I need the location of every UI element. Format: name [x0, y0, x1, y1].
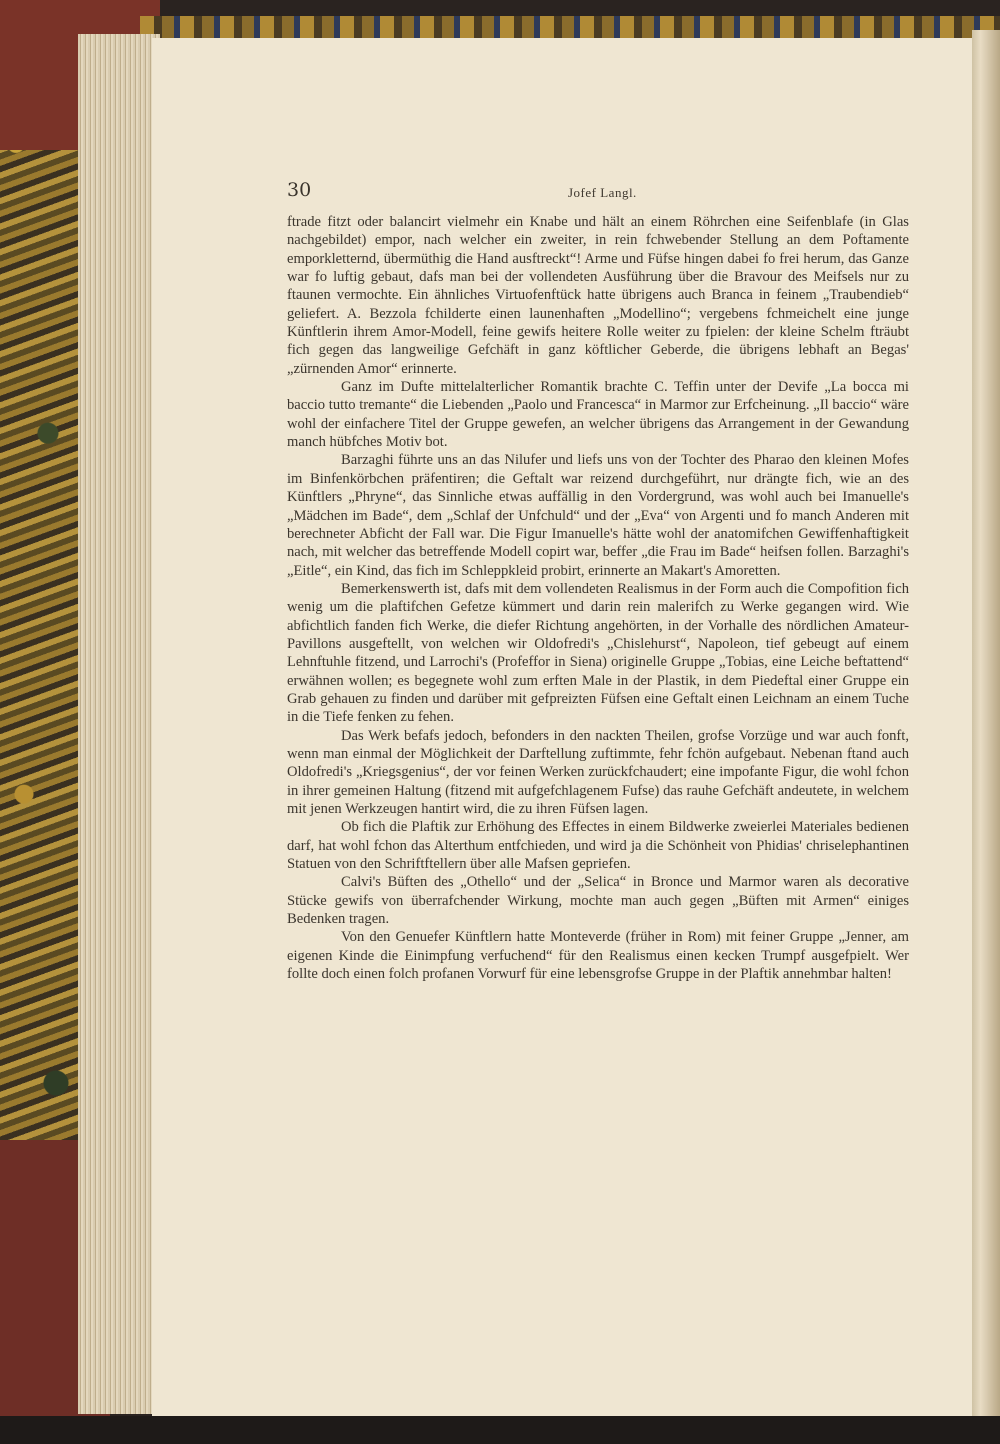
paragraph: Bemerkenswerth ist, dafs mit dem vollendeten Realismus in der Form auch die Compofition fich wenig um die plaftifchen Gefetze kümmert und darin rein malerifch zu Werke gegangen wird. Wie abfichtlich fanden fich Werke, die diefer Richtung angehörten, in der Vorhalle des nördlichen Amateur-Pavillons ausgeftellt, von welchen wir Oldofredi's „Chislehurst“, Napoleon, tief gebeugt auf einem Lehnftuhle fitzend, und Larrochi's (Profeffor in Siena) originelle Gruppe „Tobias, eine Leiche beftattend“ erwähnen wollen; es begegnete wohl zum erften Male in der Plastik, in dem Piedeftal einer Gruppe ein Grab gehauen zu finden und darüber mit gefpreizten Füfsen eine Geftalt einen Leichnam an einem Tuche in die Tiefe fenken zu fehen. — [287, 580, 909, 726]
facing-page-edge — [972, 30, 1000, 1444]
paragraph: Von den Genuefer Künftlern hatte Monteverde (früher in Rom) mit feiner Gruppe „Jenner, am eigenen Kinde die Einimpfung verfuchend“ für den Realismus einen kecken Trumpf ausgefpielt. Wer follte doch einen folch profanen Vorwurf für eine lebensgrofse Gruppe in der Plaftik annehmbar halten! — [287, 929, 909, 983]
running-head — [287, 179, 909, 205]
paragraph: Ob fich die Plaftik zur Erhöhung des Effectes in einem Bildwerke zweierlei Materiales bedienen darf, hat wohl fchon das Alterthum entfchieden, und wird ja die Schönheit von Phidias' chriselephantinen Statuen von den Schriftftellern über alle Mafsen gepriefen. — [287, 819, 909, 873]
paragraph: Barzaghi führte uns an das Nilufer und liefs uns von der Tochter des Pharao den kleinen Mofes im Binfenkörbchen präfentiren; die Geftalt war reizend durchgeführt, nur drängte fich, wie an des Künftlers „Phryne“, das Sinnliche etwas auffällig in den Vordergrund, was wohl auch bei Imanuelle's „Mädchen im Bade“, dem „Schlaf der Unfchuld“ und der „Eva“ von Argenti und fo manch Anderen mit berechneter Abficht der Fall war. Die Figur Imanuelle's hätte wohl der anatomifchen Gewiffenhaftigkeit nach, mit welcher das betreffende Modell copirt war, beffer „die Frau im Bade“ heifsen follen. Barzaghi's „Eitle“, ein Kind, das fich im Schleppkleid probirt, erinnerte an Makart's Amoretten. — [287, 452, 909, 579]
body-text — [287, 213, 909, 983]
page-stack-edges — [78, 34, 160, 1414]
running-title: Jofef Langl. — [568, 185, 637, 200]
paragraph: Calvi's Büften des „Othello“ und der „Selica“ in Bronce und Marmor waren als decorative Stücke gewifs von überrafchender Wirkung, mochte man auch gegen „Büften mit Armen“ einiges Bedenken tragen. — [287, 874, 909, 928]
paragraph: Das Werk befafs jedoch, befonders in den nackten Theilen, grofse Vorzüge und war auch fonft, wenn man einmal der Möglichkeit der Darftellung zuftimmte, fehr fchön aufgebaut. Nebenan ftand auch Oldofredi's „Kriegsgenius“, der vor feinen Werken zurückfchaudert; eine impofante Figur, die wohl fchon in ihrer gemeinen Haltung (fitzend mit aufgefchlagenem Fufse) das rauhe Gefchäft andeutete, in welchem mit jenen Werkzeugen hantirt wird, die zu ihren Füfsen lagen. — [287, 727, 909, 817]
scan-background — [0, 1416, 1000, 1444]
page-number: 30 — [287, 179, 312, 201]
paragraph: ftrade fitzt oder balancirt vielmehr ein Knabe und hält an einem Röhrchen eine Seifenblafe (in Glas nachgebildet) empor, nach welcher ein zweiter, in rein fchwebender Stellung an dem Poftamente emporkletternd, übermüthig die Hand ausftreckt“! Arme und Füfse hingen dabei fo frei herum, das Ganze war fo luftig gebaut, dafs man bei der vollendeten Ausführung über die Bravour des Meifsels nur zu ftaunen vermochte. Ein ähnliches Virtuofenftück hatte übrigens auch Branca in feinem „Traubendieb“ geliefert. A. Bezzola fchilderte einen launenhaften „Modellino“; vergebens fchmeichelt eine junge Künftlerin ihrem Amor-Modell, feine gewifs heitere Rolle weiter zu fpielen: der kleine Schelm fträubt fich gegen das langweilige Gefchäft in ganz köftlicher Geberde, die übrigens lebhaft an Begas' „zürnenden Amor“ erinnerte. — [287, 214, 909, 377]
paragraph: Ganz im Dufte mittelalterlicher Romantik brachte C. Teffin unter der Devife „La bocca mi baccio tutto tremante“ die Liebenden „Paolo und Francesca“ in Marmor zur Erfcheinung. „Il baccio“ wäre wohl der einfachere Titel der Gruppe gewefen, an welcher übrigens das Arrangement in der Gewandung manch hübfches Motiv bot. — [287, 379, 909, 451]
